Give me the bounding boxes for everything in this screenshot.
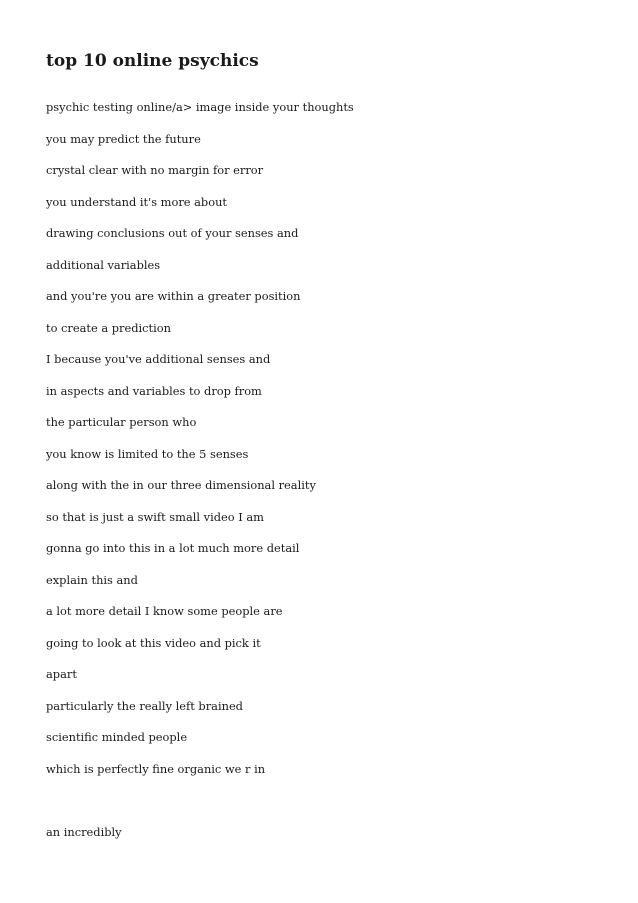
text-line: a lot more detail I know some people are (46, 604, 283, 618)
text-line: explain this and (46, 572, 138, 587)
text-line: particularly the really left brained (46, 698, 243, 713)
text-line: apart (46, 667, 77, 681)
text-line: so that is just a swift small video I am (46, 509, 264, 524)
text-line: which is perfectly fine organic we r in (46, 761, 266, 776)
text-line: you may predict the future (46, 131, 201, 146)
text-line: you know is limited to the 5 senses (46, 446, 249, 461)
text-line: scientific minded people (46, 730, 188, 744)
text-line: I because you've additional senses and (46, 352, 271, 366)
text-line: the particular person who (46, 415, 197, 429)
page-title: top 10 online psychics (46, 51, 259, 71)
text-line: you understand it's more about (46, 194, 227, 209)
text-line: psychic testing online/a> image inside your thoughts (46, 100, 354, 114)
text-line: and you're you are within a greater position (46, 289, 301, 303)
text-line: in aspects and variables to drop from (46, 383, 262, 398)
text-line: going to look at this video and pick it (46, 635, 261, 650)
text-line: gonna go into this in a lot much more detail (46, 541, 300, 555)
text-line: along with the in our three dimensional reality (46, 478, 316, 492)
text-line: additional variables (46, 257, 161, 272)
transcript-lines (46, 100, 354, 856)
text-line: an incredibly (46, 824, 122, 839)
text-line: to create a prediction (46, 320, 171, 335)
text-line: crystal clear with no margin for error (46, 163, 264, 177)
text-line: drawing conclusions out of your senses and (46, 226, 299, 240)
